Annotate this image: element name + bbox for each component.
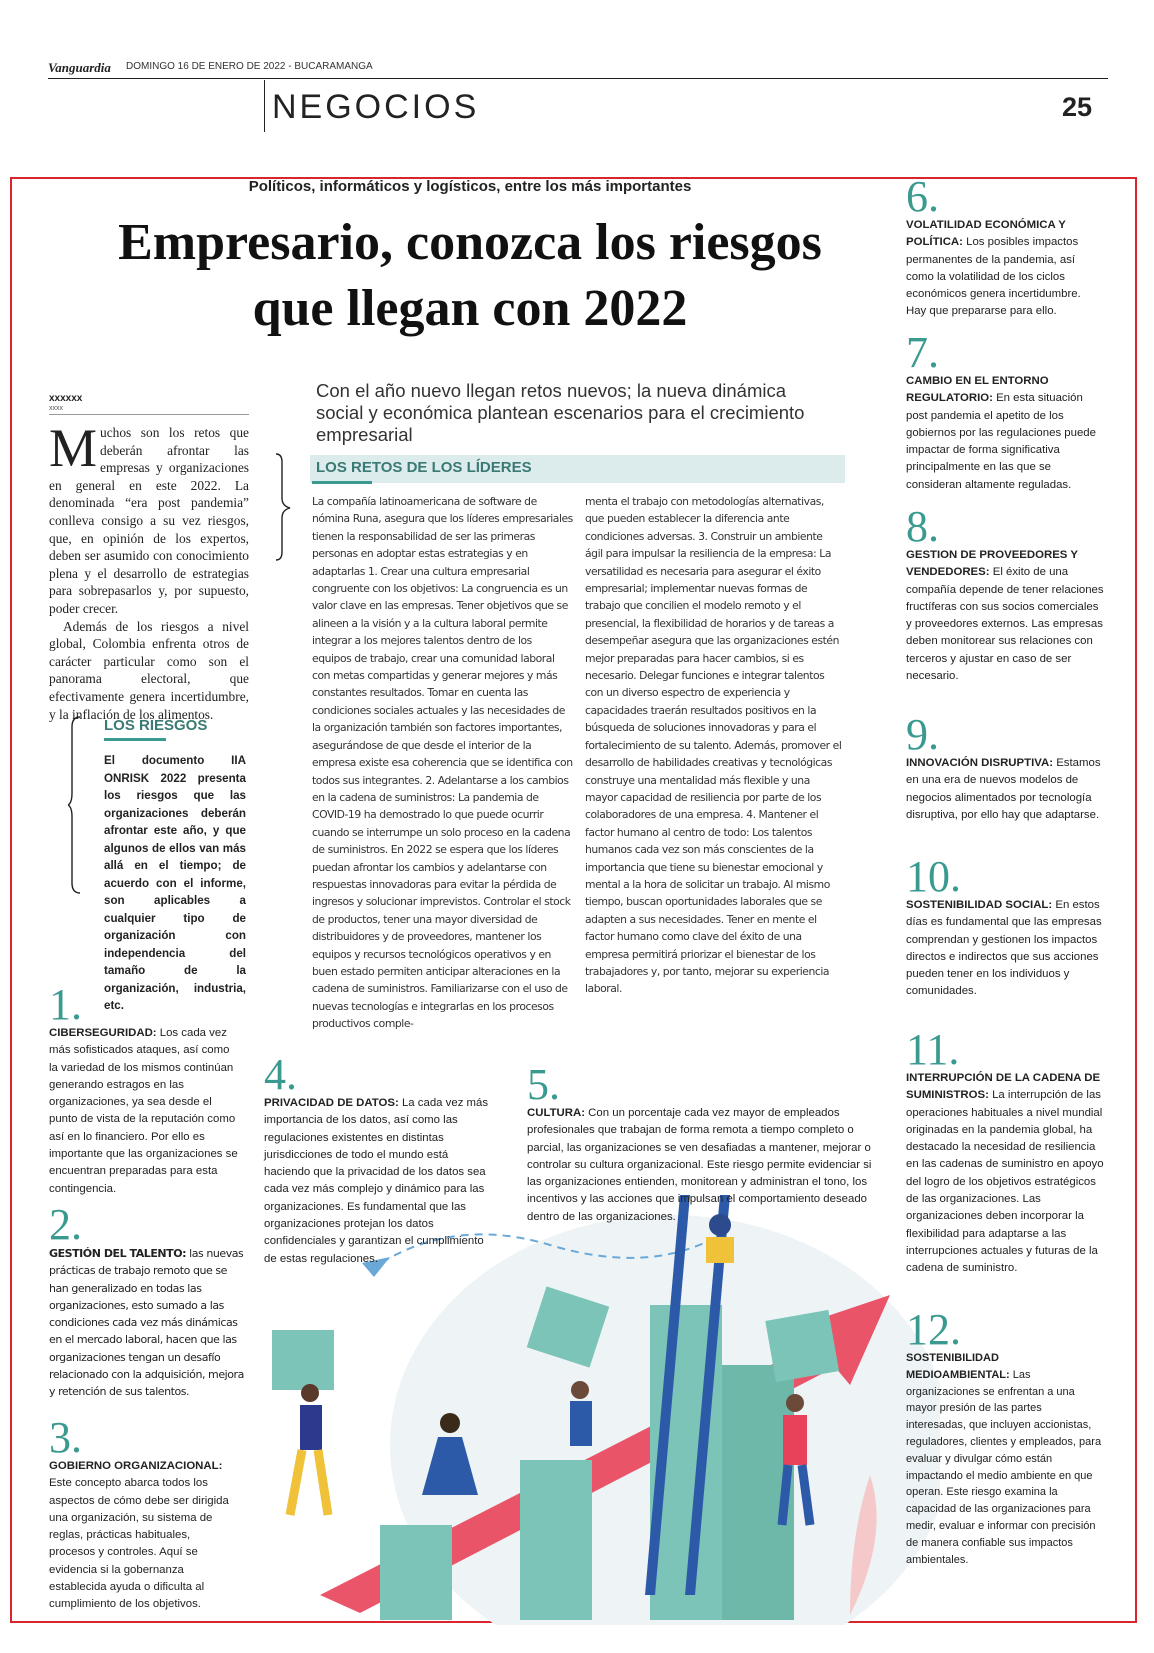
risk-text: La cada vez más importancia de los datos, así como las regulaciones existentes en distintas jurisdicciones de todo el mundo está haciendo que la privacidad de los datos sea cada vez más complejo y dinámico para las organizaciones. Es fundamental que las organizaciones protejan los datos confidenciales y garantizan el cumplimiento de estas regulaciones. [264,1097,489,1265]
section-divider [264,80,265,132]
risk-item-12 [906,1305,1104,1568]
byline: xxxxxx [49,393,83,404]
brace-icon [272,452,292,562]
risk-text: En esta situación post pandemia el apetito de los gobiernos por las regulaciones puede impactar de forma significativa principalmente en las que se consideran altamente reguladas. [906,392,1096,491]
risk-title: INTERRUPCIÓN DE LA CADENA DE SUMINISTROS: [906,1072,1101,1102]
held-block [272,1330,334,1390]
risk-number: 9. [906,710,939,759]
risk-number: 6. [906,172,939,221]
risk-text: Los posibles impactos permanentes de la pandemia, así como la volatilidad de los ciclos económicos genera incertidumbre. Hay que prepararse para ello. [906,236,1081,318]
risk-title: GOBIERNO ORGANIZACIONAL: [49,1460,223,1472]
dropcap: M [49,418,98,478]
risk-title: CIBERSEGURIDAD: [49,1027,157,1039]
risk-item-8 [906,502,1104,685]
title-underline [312,481,372,484]
brace-icon [68,715,84,895]
lead-paragraph-1: uchos son los retos que deberán afrontar las empresas y organizaciones en general en este 2022. La denominada “era post pandemia” conlleva consigo a su vez riesgos, que, en opinión de los expertos, deben ser asumido con conocimiento plena y el desarrollo de estrategias para sobrepasarlos y, por supuesto, poder crecer. [49,425,249,616]
person-icon [786,1394,804,1412]
block [520,1460,592,1620]
title-underline [104,738,166,741]
risk-text: Este concepto abarca todos los aspectos de cómo debe ser dirigida una organización, su sistema de reglas, prácticas habituales, procesos y controles. Aquí se evidencia si la gobernanza establecida ayuda o dificulta al cumplimiento de los objetivos. [49,1477,229,1611]
risk-item-7 [906,328,1104,494]
lead-paragraph-2: Además de los riesgos a nivel global, Colombia enfrenta otros de carácter particular como son el panorama electoral, que efectivamente genera incertidumbre, y la inflación de los alimentos. [49,618,249,722]
retos-column-2: menta el trabajo con metodologías alternativas, que pueden establecer la diferencia ante condiciones adversas. 3. Construir un ambiente ágil para impulsar la resiliencia de la empresa: La versatilidad es necesaria para asegurar el éxito empresarial; implementar nuevas formas de trabajo que concilien el modelo remoto y el presencial, la flexibilidad de horarios y de tareas a desempeñar asegura que las organizaciones estén mejor preparadas para hacer cambios, si es necesario. Delegar funciones e integrar talentos con un diverso espectro de experiencia y capacidades traerán resultados positivos en la búsqueda de soluciones innovadoras y para el fortalecimiento de su talento. Además, promover el desarrollo de habilidades creativas y tecnológicas construye una mentalidad más flexible y una mayor capacidad de resiliencia por parte de los colaboradores de una empresa. 4. Mantener el factor humano al centro de todo: Los talentos humanos cada vez son más conscientes de la importancia que tiene su bienestar emocional y mental a la hora de solicitar un trabajo. Al mismo tiempo, buscan oportunidades laborales que se adapten a sus necesidades. Tener en mente el factor humano como clave del éxito de una empresa permitirá priorizar el bienestar de los trabajadores y, por tanto, mejorar su experiencia laboral. [585,495,842,996]
risk-item-3 [49,1413,239,1614]
risk-title: GESTIÓN DEL TALENTO: [49,1247,187,1260]
risk-title: PRIVACIDAD DE DATOS: [264,1097,399,1109]
risk-title: GESTION DE PROVEEDORES Y VENDEDORES: [906,549,1078,579]
masthead [48,58,1108,79]
held-block [765,1310,839,1382]
dateline: DOMINGO 16 DE ENERO DE 2022 - BUCARAMANGA [126,61,373,72]
risk-number: 7. [906,328,939,377]
retos-column-1: La compañía latinoamericana de software de nómina Runa, asegura que los líderes empresariales tienen la responsabilidad de ser las primeras personas en adoptar estas estrategias y en adaptarlas 1. Crear una cultura empresarial congruente con los objetivos: La congruencia es un valor clave en las empresas. Tener objetivos que se alineen a la visión y a la cultura laboral permite integrar a los mejores talentos dentro de los equipos de trabajo, crear una comunidad laboral con metas compartidas y generar mejores y más constantes resultados. Tomar en cuenta las condiciones sociales actuales y las necesidades de la organización también son factores importantes, asegurándose de que desde el interior de la empresa existe esa coherencia que se identifica con todos sus integrantes. 2. Adelantarse a los cambios en la cadena de suministros: La pandemia de COVID-19 ha demostrado lo que puede ocurrir cuando se interrumpe un solo proceso en la cadena de suministros. En 2022 se espera que los líderes puedan afrontar los cambios y adelantarse con respuestas innovadoras para evitar la pérdida de ingresos y solucionar imprevistos. Controlar el stock de productos, tener una mayor diversidad de distribuidores y de proveedores, mantener los equipos y recursos tecnológicos operativos y en buen estado permiten anticipar alteraciones en la cadena de suministros. Familiarizarse con el uso de nuevas tecnologías e integrarlas en los procesos productivos comple- [312,495,573,1031]
brand-logo: Vanguardia [48,60,111,75]
risk-text: Las organizaciones se enfrentan a una mayor presión de las partes interesadas, que incluyen accionistas, reguladores, clientes y empleados, para evaluar y divulgar cómo están impactando el medio ambiente en que operan. Este riesgo examina la capacidad de las organizaciones para medir, evaluar e informar con precisión de manera confiable sus impactos ambientales. [906,1368,1102,1566]
page-number: 25 [1062,92,1093,122]
person-icon [440,1413,460,1433]
risk-number: 1. [49,980,82,1029]
risk-item-5 [527,1060,882,1226]
risk-text: La interrupción de las operaciones habituales a nivel mundial originadas en la pandemia global, ha destacado la necesidad de resiliencia en las cadenas de suministro en apoyo del logro de los objetivos estratégicos de las organizaciones. Las organizaciones deben incorporar la flexibilidad para adaptarse a las interrupciones actuales y futuras de la cadena de suministro. [906,1089,1104,1275]
risk-item-2 [49,1200,244,1401]
risk-text: El éxito de una compañía depende de tener relaciones fructíferas con sus socios comerciales y proveedores externos. Las empresas deben monitorear sus relaciones con terceros y ajustar en caso de ser necesario. [906,566,1104,683]
risk-item-10 [906,852,1104,1001]
risk-item-6 [906,172,1104,321]
risk-title: CULTURA: [527,1107,585,1119]
risk-item-11 [906,1025,1104,1278]
risk-number: 3. [49,1413,82,1462]
headline: Empresario, conozca los riesgos que llegan con 2022 [118,214,822,337]
risk-title: CAMBIO EN EL ENTORNO REGULATORIO: [906,375,1049,405]
risk-number: 10. [906,852,961,901]
los-riesgos-text: El documento IIA ONRISK 2022 presenta los riesgos que las organizaciones deberán afrontar este año, y que algunos de ellos van más allá en el tiempo; de acuerdo con el informe, son aplicables a cualquier tipo de organización con independencia del tamaño de la organización, industria, etc. [104,754,246,1012]
byline-sub: xxxx [49,405,63,412]
risk-text: Con un porcentaje cada vez mayor de empleados profesionales que trabajan de forma remota a tiempo completo o parcial, las organizaciones se ven desafiadas a mantener, mejorar o controlar su cultura organizacional. Este riesgo permite evidenciar si las organizaciones entienden, monitorean y administran el tono, los incentivos y las acciones que impulsan el comportamiento deseado dentro de las organizaciones. [527,1107,872,1223]
risk-text: En estos días es fundamental que las empresas comprendan y gestionen los impactos directos e indirectos que sus acciones pueden tener en los individuos y comunidades. [906,899,1102,998]
risk-title: SOSTENIBILIDAD SOCIAL: [906,899,1053,911]
risk-title: VOLATILIDAD ECONÓMICA Y POLÍTICA: [906,219,1066,249]
risk-title: SOSTENIBILIDAD MEDIOAMBIENTAL: [906,1352,1010,1381]
risk-item-9 [906,710,1104,824]
byline-rule [49,414,249,415]
risk-text: las nuevas prácticas de trabajo remoto que se han generalizado en todas las organizaciones, esto sumado a las condiciones cada vez más dinámicas en el mercado laboral, hacen que las organizaciones tengan un desafío relacionado con la adquisición, mejora y retención de sus talentos. [49,1247,244,1399]
lead-text [49,418,249,723]
kicker: Políticos, informáticos y logísticos, entre los más importantes [248,178,692,195]
risk-number: 8. [906,502,939,551]
risk-text: Estamos en una era de nuevos modelos de negocios alimentados por tecnología disruptiva, por ello hay que adaptarse. [906,757,1101,821]
retos-title: LOS RETOS DE LOS LÍDERES [316,459,532,476]
risk-number: 2. [49,1200,82,1249]
risk-item-1 [49,980,239,1198]
risk-item-4 [264,1050,492,1268]
risk-number: 11. [906,1025,960,1074]
risk-text: Los cada vez más sofisticados ataques, así como la variedad de los mismos continúan generando estragos en las organizaciones, ya sea desde el punto de vista de la reputación como así en lo financiero. Por ello es importante que las organizaciones se encuentran preparadas para esta contingencia. [49,1027,238,1195]
los-riesgos-title: LOS RIESGOS [104,717,208,734]
deck: Con el año nuevo llegan retos nuevos; la nueva dinámica social y económica plantean escenarios para el crecimiento empresarial [316,380,805,445]
risk-number: 4. [264,1050,297,1099]
risk-number: 12. [906,1305,961,1354]
person-icon [301,1384,319,1402]
risk-title: INNOVACIÓN DISRUPTIVA: [906,757,1054,769]
person-icon [571,1381,589,1399]
risk-number: 5. [527,1060,560,1109]
block [380,1525,452,1620]
section-title: NEGOCIOS [272,88,480,126]
